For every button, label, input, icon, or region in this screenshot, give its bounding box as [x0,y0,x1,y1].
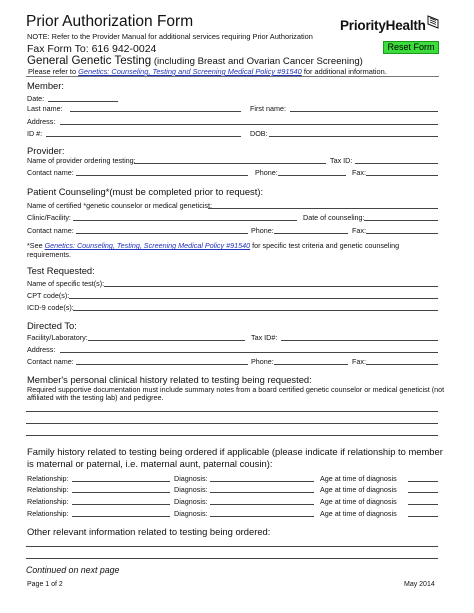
family-age-label: Age at time of diagnosis [320,485,397,494]
family-diagnosis-label: Diagnosis: [174,509,208,518]
member-first-name-field[interactable] [290,111,438,112]
member-dob-field[interactable] [269,136,438,137]
test-name-label: Name of specific test(s): [27,279,105,288]
counseling-phone-field[interactable] [274,233,348,234]
directed-tax-id-field[interactable] [281,340,438,341]
directed-contact-label: Contact name: [27,357,74,366]
directed-contact-field[interactable] [76,364,248,365]
family-heading-line1: Family history related to testing being ordered if applicable (please indicate if relationship to member [27,446,443,457]
provider-tax-id-field[interactable] [355,163,438,164]
form-subtitle [27,54,363,67]
logo-wordmark: PriorityHealth [340,18,426,33]
counselor-name-field[interactable] [208,208,438,209]
form-date: May 2014 [404,581,435,588]
family-diagnosis-field[interactable] [210,481,314,482]
clinic-field[interactable] [73,220,297,221]
family-relationship-field[interactable] [72,481,170,482]
header-divider [26,76,439,77]
directed-phone-field[interactable] [274,364,348,365]
directed-address-label: Address: [27,345,56,354]
family-diagnosis-field[interactable] [210,492,314,493]
counseling-date-field[interactable] [364,220,438,221]
counseling-policy-note [27,241,399,250]
family-relationship-label: Relationship: [27,485,69,494]
subtitle-main: General Genetic Testing [27,54,152,67]
history-heading: Member's personal clinical history related to testing being requested: [27,374,312,385]
reset-form-button[interactable]: Reset Form [383,41,439,54]
cpt-code-label: CPT code(s): [27,291,70,300]
directed-fax-label: Fax: [352,357,366,366]
other-heading: Other relevant information related to testing being ordered: [27,526,271,537]
member-date-label: Date: [27,94,45,103]
counseling-heading: Patient Counseling*(must be completed prior to request): [27,186,264,197]
member-date-field[interactable] [48,101,118,102]
form-title: Prior Authorization Form [26,13,194,30]
history-text-line[interactable] [26,411,438,412]
family-diagnosis-field[interactable] [210,516,314,517]
tests-heading: Test Requested: [27,265,95,276]
counselor-name-label: Name of certified *genetic counselor or medical geneticist: [27,201,212,210]
family-age-field[interactable] [408,481,438,482]
history-text-line[interactable] [26,435,438,436]
provider-contact-label: Contact name: [27,168,74,177]
counseling-fax-field[interactable] [366,233,438,234]
family-age-field[interactable] [408,516,438,517]
family-age-label: Age at time of diagnosis [320,474,397,483]
facility-label: Facility/Laboratory: [27,333,88,342]
subtitle-paren: (including Breast and Ovarian Cancer Screening) [151,56,363,67]
counseling-fax-label: Fax: [352,226,366,235]
directed-phone-label: Phone: [251,357,274,366]
directed-heading: Directed To: [27,320,77,331]
provider-phone-field[interactable] [278,175,346,176]
see-suffix: for specific test criteria and genetic counseling [250,241,400,250]
family-relationship-label: Relationship: [27,497,69,506]
facility-field[interactable] [88,340,245,341]
counseling-policy-link[interactable]: Genetics: Counseling, Testing, Screening Medical Policy #91540 [44,241,251,250]
icd-code-label: ICD-9 code(s): [27,303,74,312]
history-note-line2: affiliated with the testing lab) and pedigree. [27,393,164,402]
provider-tax-id-label: Tax ID: [330,156,353,165]
policy-reference [28,67,387,76]
family-heading-line2: is maternal or paternal, i.e. maternal aunt, paternal cousin): [27,458,273,469]
family-age-field[interactable] [408,504,438,505]
cpt-code-field[interactable] [69,298,438,299]
member-id-field[interactable] [46,136,241,137]
counseling-date-label: Date of counseling: [303,213,365,222]
family-relationship-field[interactable] [72,492,170,493]
counseling-phone-label: Phone: [251,226,274,235]
priority-health-logo [340,14,440,36]
member-dob-label: DOB: [250,129,268,138]
family-age-label: Age at time of diagnosis [320,497,397,506]
provider-heading: Provider: [27,145,65,156]
icd-code-field[interactable] [73,310,438,311]
family-diagnosis-label: Diagnosis: [174,485,208,494]
family-age-field[interactable] [408,492,438,493]
counseling-policy-note-line2: requirements. [27,250,71,259]
provider-fax-label: Fax: [352,168,366,177]
logo-mark-icon [426,14,440,30]
family-age-label: Age at time of diagnosis [320,509,397,518]
member-address-field[interactable] [60,124,438,125]
family-relationship-field[interactable] [72,516,170,517]
continued-note: Continued on next page [26,565,120,575]
family-diagnosis-label: Diagnosis: [174,474,208,483]
provider-contact-field[interactable] [76,175,248,176]
counseling-contact-label: Contact name: [27,226,74,235]
member-heading: Member: [27,80,64,91]
provider-manual-note: NOTE: Refer to the Provider Manual for additional services requiring Prior Authorization [27,32,313,41]
provider-phone-label: Phone: [255,168,278,177]
provider-name-field[interactable] [134,163,326,164]
family-diagnosis-label: Diagnosis: [174,497,208,506]
fax-number: Fax Form To: 616 942-0024 [27,43,157,55]
directed-address-field[interactable] [60,352,438,353]
provider-fax-field[interactable] [366,175,438,176]
member-first-name-label: First name: [250,104,286,113]
family-relationship-label: Relationship: [27,474,69,483]
page-number: Page 1 of 2 [27,581,63,588]
family-relationship-label: Relationship: [27,509,69,518]
family-diagnosis-field[interactable] [210,504,314,505]
other-text-line[interactable] [26,546,438,547]
other-text-line[interactable] [26,558,438,559]
ref-prefix: Please refer to [28,67,79,76]
history-note-line1: Required supportive documentation must include summary notes from a board certified genetic counselor or medical geneticist (not [27,385,445,394]
test-name-field[interactable] [104,286,438,287]
directed-tax-id-label: Tax ID#: [251,333,278,342]
member-id-label: ID #: [27,129,43,138]
member-address-label: Address: [27,117,56,126]
member-last-name-field[interactable] [70,111,241,112]
clinic-label: Clinic/Facility: [27,213,71,222]
ref-suffix: for additional information. [301,67,387,76]
directed-fax-field[interactable] [366,364,438,365]
family-relationship-field[interactable] [72,504,170,505]
see-prefix: *See [27,241,45,250]
counseling-contact-field[interactable] [76,233,248,234]
policy-link[interactable]: Genetics: Counseling, Testing and Screening Medical Policy #91540 [78,67,302,76]
provider-name-label: Name of provider ordering testing: [27,156,136,165]
member-last-name-label: Last name: [27,104,63,113]
history-text-line[interactable] [26,423,438,424]
